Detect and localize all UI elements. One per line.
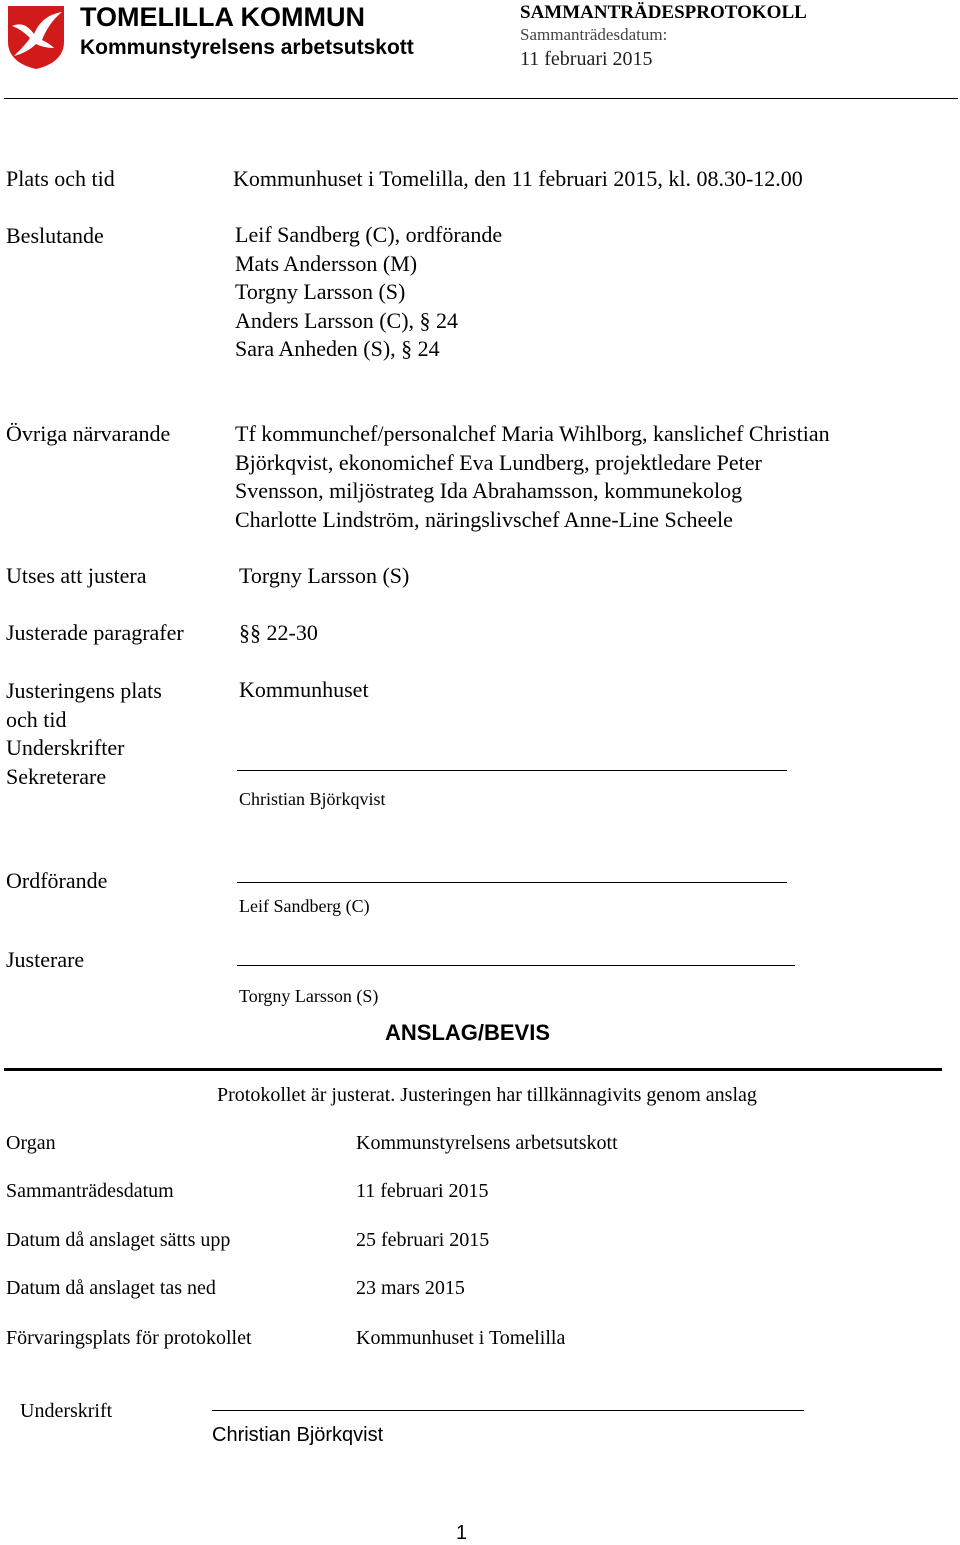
anslag-row-value: Kommunhuset i Tomelilla [356,1327,566,1349]
municipality-logo [6,4,66,70]
place-time-value: Kommunhuset i Tomelilla, den 11 februari 2015, kl. 08.30-12.00 [233,166,803,191]
adjust-place-label-line: och tid [6,706,67,732]
adjust-place-label-line: Justeringens plats [6,678,162,703]
others-line: Svensson, miljöstrateg Ida Abrahamsson, kommunekolog [235,478,743,503]
document-type: SAMMANTRÄDESPROTOKOLL [520,2,807,23]
anslag-row-value: 23 mars 2015 [356,1277,465,1299]
signatures-label: Underskrifter [6,735,125,760]
paragraphs-label: Justerade paragrafer [6,620,184,645]
others-line: Björkqvist, ekonomichef Eva Lundberg, projektledare Peter [235,449,762,475]
deciding-list [235,221,502,364]
place-time-label: Plats och tid [6,166,115,191]
anslag-row-value: 25 februari 2015 [356,1229,490,1251]
anslag-row-value: Kommunstyrelsens arbetsutskott [356,1132,618,1154]
deciding-member: Leif Sandberg (C), ordförande [235,222,503,247]
secretary-signature-line [237,770,787,771]
anslag-row-label: Datum då anslaget tas ned [6,1277,216,1299]
chair-label: Ordförande [6,868,108,893]
others-line: Charlotte Lindström, näringslivschef Anne-Line Scheele [235,506,733,532]
adjuster2-name: Torgny Larsson (S) [239,986,379,1006]
chair-name: Leif Sandberg (C) [239,896,370,916]
deciding-member: Anders Larsson (C), § 24 [235,307,459,333]
paragraphs-value: §§ 22-30 [239,620,318,645]
others-list [235,420,830,534]
date-label: Sammanträdesdatum: [520,25,668,44]
adjust-place-value: Kommunhuset [239,677,369,702]
deciding-member: Mats Andersson (M) [235,250,418,276]
secretary-label: Sekreterare [6,763,107,789]
date-value: 11 februari 2015 [520,48,653,70]
anslag-row-value: 11 februari 2015 [356,1180,489,1202]
anslag-title: ANSLAG/BEVIS [385,1020,551,1045]
page-number: 1 [456,1522,468,1544]
anslag-statement: Protokollet är justerat. Justeringen har tillkännagivits genom anslag [217,1084,757,1106]
anslag-signature-line [212,1410,804,1411]
header-divider [4,98,958,99]
others-line: Tf kommunchef/personalchef Maria Wihlborg, kanslichef Christian [235,421,830,446]
others-label: Övriga närvarande [6,421,171,446]
anslag-divider [4,1068,942,1071]
adjust-place-label [6,677,162,791]
signature-label: Underskrift [20,1400,113,1422]
municipality-name: TOMELILLA KOMMUN [80,2,365,32]
deciding-label: Beslutande [6,223,104,248]
deciding-member: Torgny Larsson (S) [235,279,406,304]
adjuster-signature-line [237,965,795,966]
adjuster-label: Utses att justera [6,563,147,588]
anslag-row-label: Förvaringsplats för protokollet [6,1327,252,1349]
deciding-member: Sara Anheden (S), § 24 [235,336,440,361]
chair-signature-line [237,882,787,883]
committee-name: Kommunstyrelsens arbetsutskott [80,36,414,59]
adjuster2-label: Justerare [6,947,85,972]
secretary-name: Christian Björkqvist [239,789,386,809]
adjuster-value: Torgny Larsson (S) [239,563,410,588]
anslag-row-label: Sammanträdesdatum [6,1180,174,1202]
anslag-row-label: Organ [6,1132,56,1154]
seagull-shield-logo-icon [6,4,66,70]
signature-name: Christian Björkqvist [212,1424,384,1446]
anslag-row-label: Datum då anslaget sätts upp [6,1229,231,1251]
